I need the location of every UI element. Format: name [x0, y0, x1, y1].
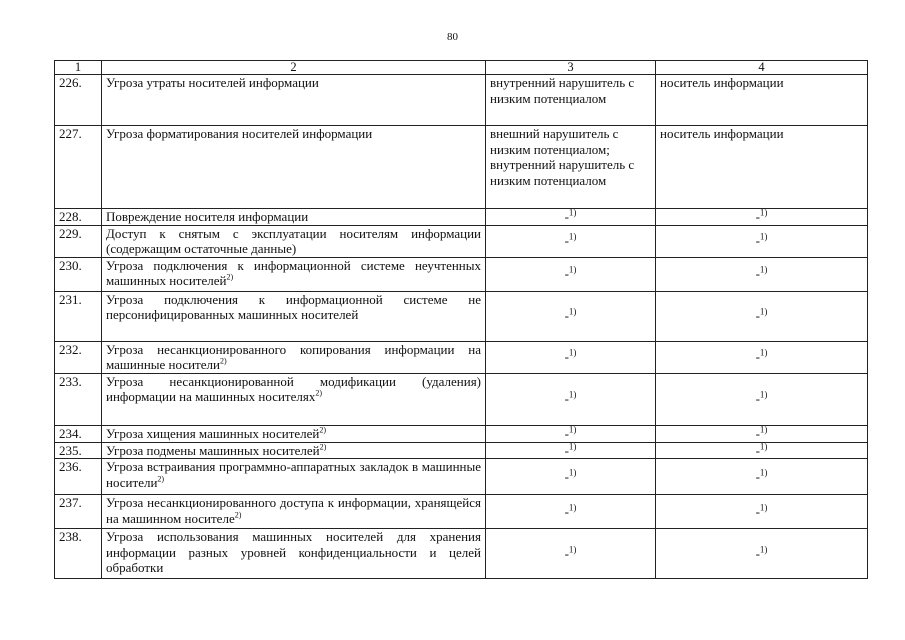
threats-table: [54, 60, 868, 579]
violator-cell: [486, 257, 656, 291]
threat-name-text: Угроза встраивания программно-аппаратных закладок в машинные носители: [106, 459, 481, 490]
table-row: [55, 459, 868, 495]
threat-name: [102, 209, 486, 226]
threat-name: [102, 442, 486, 459]
object-cell: [656, 341, 868, 373]
threat-name: [102, 425, 486, 442]
footnote-marker: 1): [759, 389, 768, 400]
footnote-marker: 1): [759, 207, 768, 218]
object-text: -: [755, 468, 760, 484]
footnote-marker: 1): [759, 347, 768, 358]
threat-name: [102, 291, 486, 341]
threat-name-text: Угроза несанкционированного копирования информации на машинные носители: [106, 341, 481, 372]
object-text: -: [755, 233, 760, 249]
table-header-row: [55, 61, 868, 75]
threat-name: [102, 373, 486, 425]
violator-text: -: [564, 209, 569, 224]
row-number: 226.: [55, 75, 102, 126]
table-row: [55, 75, 868, 126]
table-row: [55, 291, 868, 341]
column-header: 3: [486, 61, 656, 75]
footnote-marker: 2): [319, 442, 327, 452]
row-number: 230.: [55, 257, 102, 291]
object-text: -: [755, 308, 760, 324]
violator-cell: [486, 442, 656, 459]
footnote-marker: 1): [568, 347, 577, 358]
footnote-marker: 2): [319, 425, 327, 435]
row-number: 231.: [55, 291, 102, 341]
violator-text: -: [564, 442, 569, 458]
footnote-marker: 1): [568, 467, 577, 478]
footnote-marker: 1): [568, 544, 577, 555]
row-number: 229.: [55, 225, 102, 257]
footnote-marker: 1): [568, 502, 577, 513]
row-number: 236.: [55, 459, 102, 495]
table-row: [55, 425, 868, 442]
object-text: -: [755, 503, 760, 519]
table-row: [55, 442, 868, 459]
table-row: [55, 529, 868, 579]
object-text: -: [755, 442, 760, 458]
violator-cell: [486, 291, 656, 341]
column-header: 4: [656, 61, 868, 75]
violator-cell: [486, 373, 656, 425]
object-cell: [656, 225, 868, 257]
object-text: -: [755, 425, 760, 441]
object-cell: [656, 425, 868, 442]
violator-cell: [486, 225, 656, 257]
threat-name: [102, 257, 486, 291]
violator-cell: [486, 529, 656, 579]
object-text: -: [755, 209, 760, 224]
row-number: 228.: [55, 209, 102, 226]
table-row: [55, 257, 868, 291]
footnote-marker: 1): [759, 467, 768, 478]
page-number: 80: [447, 31, 458, 43]
violator-text: -: [564, 425, 569, 441]
row-number: 232.: [55, 341, 102, 373]
violator-cell: [486, 209, 656, 226]
threat-name-text: Угроза подключения к информационной системе не персонифицированных машинных носителей: [106, 291, 481, 322]
object-text: -: [755, 266, 760, 282]
footnote-marker: 1): [568, 264, 577, 275]
violator-text: -: [564, 266, 569, 282]
object-cell: [656, 442, 868, 459]
footnote-marker: 1): [568, 207, 577, 218]
threat-name: [102, 529, 486, 579]
footnote-marker: 1): [568, 424, 577, 435]
violator-cell: [486, 425, 656, 442]
footnote-marker: 1): [759, 264, 768, 275]
footnote-marker: 1): [759, 306, 768, 317]
violator-text: внутренний нарушитель с низким потенциалом: [490, 75, 635, 106]
footnote-marker: 1): [759, 502, 768, 513]
footnote-marker: 1): [568, 231, 577, 242]
footnote-marker: 2): [234, 510, 242, 520]
table-row: [55, 209, 868, 226]
column-header: 1: [55, 61, 102, 75]
footnote-marker: 2): [315, 388, 323, 398]
violator-text: -: [564, 503, 569, 519]
footnote-marker: 1): [759, 441, 768, 452]
threat-name-text: Доступ к снятым с эксплуатации носителям информации (содержащим остаточные данные): [106, 225, 481, 256]
violator-text: -: [564, 545, 569, 561]
threat-name-text: Угроза использования машинных носителей для хранения информации разных уровней конфиденциальности и целей обработки: [106, 529, 481, 575]
object-text: носитель информации: [660, 75, 784, 90]
table-row: [55, 373, 868, 425]
violator-text: -: [564, 391, 569, 407]
object-cell: [656, 529, 868, 579]
footnote-marker: 1): [759, 544, 768, 555]
object-cell: [656, 495, 868, 529]
column-header: 2: [102, 61, 486, 75]
object-cell: [656, 126, 868, 209]
violator-text: -: [564, 308, 569, 324]
table-row: [55, 126, 868, 209]
threat-name: [102, 495, 486, 529]
row-number: 227.: [55, 126, 102, 209]
threat-name-text: Угроза подключения к информационной системе неучтенных машинных носителей: [106, 257, 481, 288]
object-text: носитель информации: [660, 126, 784, 141]
table-row: [55, 341, 868, 373]
row-number: 233.: [55, 373, 102, 425]
object-cell: [656, 373, 868, 425]
threat-name-text: Угроза несанкционированного доступа к информации, хранящейся на машинном носителе: [106, 495, 481, 526]
threat-name: [102, 75, 486, 126]
row-number: 234.: [55, 425, 102, 442]
footnote-marker: 1): [759, 424, 768, 435]
footnote-marker: 2): [157, 474, 165, 484]
footnote-marker: 1): [568, 441, 577, 452]
object-text: -: [755, 545, 760, 561]
footnote-marker: 2): [226, 272, 234, 282]
footnote-marker: 1): [568, 306, 577, 317]
object-cell: [656, 209, 868, 226]
threat-name-text: Угроза подмены машинных носителей: [106, 442, 320, 458]
object-cell: [656, 291, 868, 341]
object-text: -: [755, 391, 760, 407]
violator-text: -: [564, 468, 569, 484]
threat-name-text: Угроза хищения машинных носителей: [106, 425, 320, 441]
threat-name: [102, 459, 486, 495]
object-cell: [656, 75, 868, 126]
violator-cell: [486, 126, 656, 209]
row-number: 237.: [55, 495, 102, 529]
footnote-marker: 1): [568, 389, 577, 400]
threat-name: [102, 225, 486, 257]
threat-name-text: Угроза форматирования носителей информации: [106, 126, 373, 141]
object-cell: [656, 257, 868, 291]
table-row: [55, 225, 868, 257]
violator-text: внешний нарушитель с низким потенциалом; внутренний нарушитель с низким потенциалом: [490, 126, 635, 188]
row-number: 238.: [55, 529, 102, 579]
table-row: [55, 495, 868, 529]
footnote-marker: 2): [219, 356, 227, 366]
threat-name-text: Угроза утраты носителей информации: [106, 75, 319, 90]
violator-cell: [486, 75, 656, 126]
violator-cell: [486, 459, 656, 495]
object-text: -: [755, 349, 760, 365]
threat-name: [102, 341, 486, 373]
footnote-marker: 1): [759, 231, 768, 242]
row-number: 235.: [55, 442, 102, 459]
violator-text: -: [564, 233, 569, 249]
violator-cell: [486, 495, 656, 529]
object-cell: [656, 459, 868, 495]
threat-name-text: Повреждение носителя информации: [106, 209, 309, 224]
violator-text: -: [564, 349, 569, 365]
violator-cell: [486, 341, 656, 373]
threat-name-text: Угроза несанкционированной модификации (удаления) информации на машинных носителях: [106, 373, 481, 404]
threat-name: [102, 126, 486, 209]
